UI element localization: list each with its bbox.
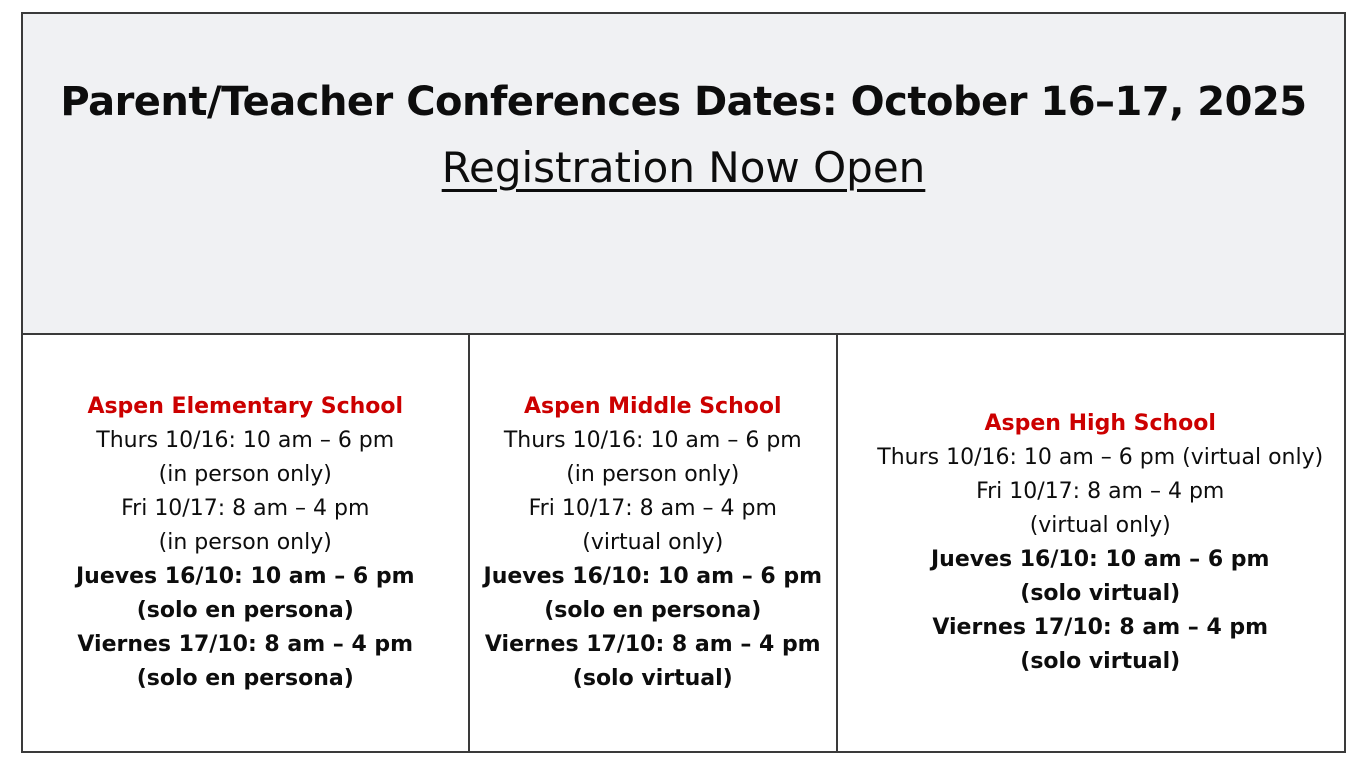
- schedule-line-english: Thurs 10/16: 10 am – 6 pm: [503, 428, 802, 453]
- page-title: Parent/Teacher Conferences Dates: October 16–17, 2025: [60, 79, 1307, 125]
- school-schedule-columns: [23, 335, 1344, 751]
- schedule-line-spanish: (solo en persona): [544, 598, 762, 623]
- schedule-line-english: (in person only): [566, 462, 740, 487]
- schedule-line-english: Thurs 10/16: 10 am – 6 pm (virtual only): [877, 445, 1324, 470]
- schedule-line-english: Fri 10/17: 8 am – 4 pm: [976, 479, 1225, 504]
- schedule-line-spanish: Jueves 16/10: 10 am – 6 pm: [930, 547, 1270, 572]
- schedule-line-spanish: Jueves 16/10: 10 am – 6 pm: [483, 564, 823, 589]
- schedule-line-spanish: Jueves 16/10: 10 am – 6 pm: [76, 564, 415, 589]
- column-aspen-elementary-school: [23, 335, 468, 751]
- schedule-line-english: (in person only): [158, 530, 332, 555]
- schedule-line-spanish: Viernes 17/10: 8 am – 4 pm: [484, 632, 821, 657]
- schedule-line-spanish: (solo virtual): [1020, 581, 1181, 606]
- school-name: Aspen Middle School: [524, 394, 782, 419]
- schedule-line-english: Fri 10/17: 8 am – 4 pm: [528, 496, 777, 521]
- registration-subtitle: Registration Now Open: [441, 143, 926, 192]
- school-name: Aspen Elementary School: [87, 394, 404, 419]
- column-aspen-middle-school: [468, 335, 837, 751]
- schedule-line-spanish: (solo en persona): [136, 598, 354, 623]
- schedule-line-spanish: Viernes 17/10: 8 am – 4 pm: [77, 632, 414, 657]
- schedule-line-english: (virtual only): [1029, 513, 1171, 538]
- flyer-header: [23, 14, 1344, 335]
- schedule-line-english: Thurs 10/16: 10 am – 6 pm: [96, 428, 395, 453]
- school-name: Aspen High School: [984, 411, 1216, 436]
- column-aspen-high-school: [836, 335, 1362, 751]
- schedule-line-english: (virtual only): [582, 530, 724, 555]
- schedule-line-spanish: Viernes 17/10: 8 am – 4 pm: [932, 615, 1269, 640]
- schedule-line-spanish: (solo virtual): [1020, 649, 1181, 674]
- schedule-line-spanish: (solo en persona): [136, 666, 354, 691]
- schedule-line-english: Fri 10/17: 8 am – 4 pm: [121, 496, 370, 521]
- conference-flyer: [21, 12, 1346, 753]
- schedule-line-english: (in person only): [158, 462, 332, 487]
- schedule-line-spanish: (solo virtual): [572, 666, 733, 691]
